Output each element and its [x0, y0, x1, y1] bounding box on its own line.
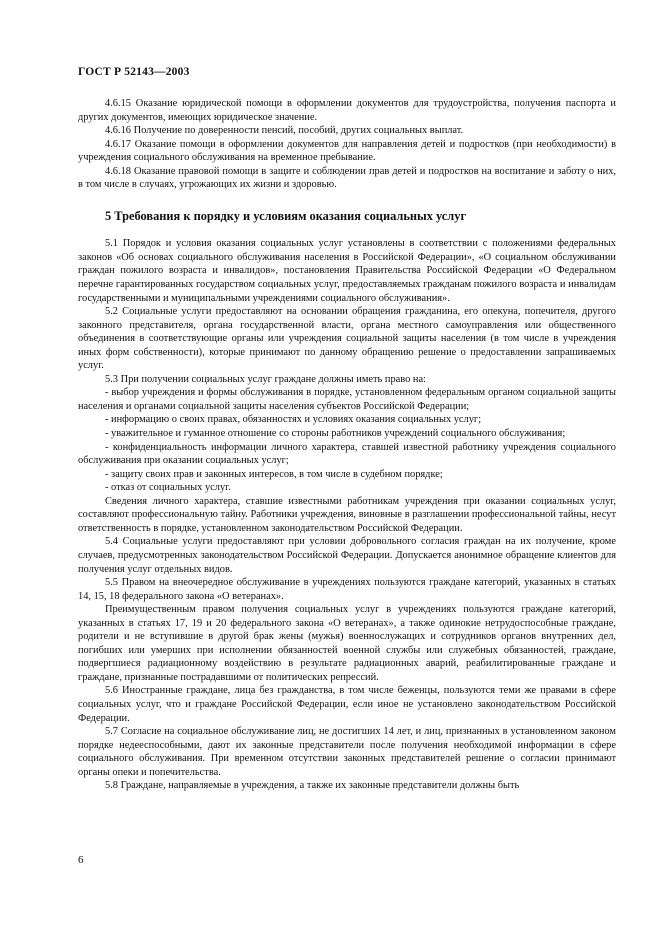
paragraph-professional-secret: Сведения личного характера, ставшие известными работникам учреждения при оказании социальных услуг, составляют профессиональную тайну. Работники учреждения, виновные в разглашении профессиональной тайны, несут ответственность в порядке, установленном законодательством Российской Федерации.	[78, 495, 616, 534]
paragraph-4-6-17: 4.6.17 Оказание помощи в оформлении документов для направления детей и подростков (при необходимости) в учреждения социального обслуживания на временное пребывание.	[78, 138, 616, 164]
list-item-information: - информацию о своих правах, обязанностях и условиях оказания социальных услуг;	[105, 414, 482, 426]
paragraph-5-7: 5.7 Согласие на социальное обслуживание лиц, не достигших 14 лет, и лиц, признанных в установленном законом порядке недееспособными, дают их законные представители после получения необходимой информации в сфере социального обслуживания. При временном отсутствии законных представителей решение о согласии принимают органы опеки и попечительства.	[78, 726, 616, 778]
paragraph-5-3: 5.3 При получении социальных услуг граждане должны иметь право на:	[105, 373, 426, 385]
list-item-protection: - защиту своих прав и законных интересов, в том числе в судебном порядке;	[105, 468, 443, 480]
paragraph-5-8: 5.8 Граждане, направляемые в учреждения, а также их законные представители должны быть	[105, 780, 520, 792]
page-number: 6	[78, 854, 84, 866]
paragraph-4-6-15: 4.6.15 Оказание юридической помощи в оформлении документов для трудоустройства, получения паспорта и других документов, имеющих юридическое значение.	[78, 98, 616, 123]
paragraph-4-6-18: 4.6.18 Оказание правовой помощи в защите и соблюдении прав детей и подростков на воспитание и заботу о них, в том числе в случаях, угрожающих их жизни и здоровью.	[78, 165, 616, 191]
paragraph-priority-right: Преимущественным правом получения социальных услуг в учреждениях пользуются граждане категорий, указанных в статьях 17, 19 и 20 федерального закона «О ветеранах», а также одинокие нетрудоспособные граждане, родители и не вступившие в другой брак жены (мужья) военнослужащих и сотрудников органов внутренних дел, погибших или умерших при исполнении обязанностей военной службы или служебных обязанностей, граждане, подвергшиеся радиационному воздействию в результате радиационных аварий, реабилитированные граждане и граждане, признанные пострадавшими от политических репрессий.	[78, 604, 616, 683]
paragraph-5-4: 5.4 Социальные услуги предоставляют при условии добровольного согласия граждан на их получение, кроме случаев, предусмотренных законодательством Российской Федерации. Допускается анонимное обращение клиентов для получения услуг отдельных видов.	[78, 536, 616, 575]
list-item-refusal: - отказ от социальных услуг.	[105, 482, 231, 494]
list-item-choice: - выбор учреждения и формы обслуживания в порядке, установленном федеральным органом социальной защиты населения и органами социальной защиты населения субъектов Российской Федерации;	[78, 387, 616, 412]
list-item-confidentiality: - конфиденциальность информации личного характера, ставшей известной работнику учреждения социального обслуживания при оказании социальных услуг;	[78, 441, 616, 467]
section-5-title: 5 Требования к порядку и условиям оказания социальных услуг	[105, 208, 467, 223]
list-item-respect: - уважительное и гуманное отношение со стороны работников учреждений социального обслуживания;	[105, 428, 566, 440]
paragraph-5-1: 5.1 Порядок и условия оказания социальных услуг установлены в соответствии с положениями федеральных законов «Об основах социального обслуживания населения в Российской Федерации», «О социальном обслуживании граждан пожилого возраста и инвалидов», постановления Правительства Российской Федерации «О Федеральном перечне гарантированных государством социальных услуг, предоставляемых гражданам пожилого возраста и инвалидам государственными и муниципальными учреждениями социального обслуживания».	[78, 238, 616, 304]
page-body	[78, 97, 616, 793]
paragraph-5-6: 5.6 Иностранные граждане, лица без гражданства, в том числе беженцы, пользуются теми же правами в сфере социальных услуг, что и граждане Российской Федерации, если иное не установлено законодательством Российской Федерации.	[78, 685, 616, 724]
document-header: ГОСТ Р 52143—2003	[78, 66, 190, 78]
paragraph-5-2: 5.2 Социальные услуги предоставляют на основании обращения гражданина, его опекуна, попечителя, другого законного представителя, органа государственной власти, органа местного самоуправления или общественного объединения в соответствующие органы или учреждения социальной защиты населения (в том числе в учреждения иных форм собственности), которые принимают по данному обращению решение о предоставлении запрашиваемых услуг.	[78, 306, 616, 372]
paragraph-4-6-16: 4.6.16 Получение по доверенности пенсий, пособий, других социальных выплат.	[105, 125, 464, 137]
paragraph-5-5: 5.5 Правом на внеочередное обслуживание в учреждениях пользуются граждане категорий, указанных в статьях 14, 15, 18 федерального закона «О ветеранах».	[78, 577, 616, 602]
